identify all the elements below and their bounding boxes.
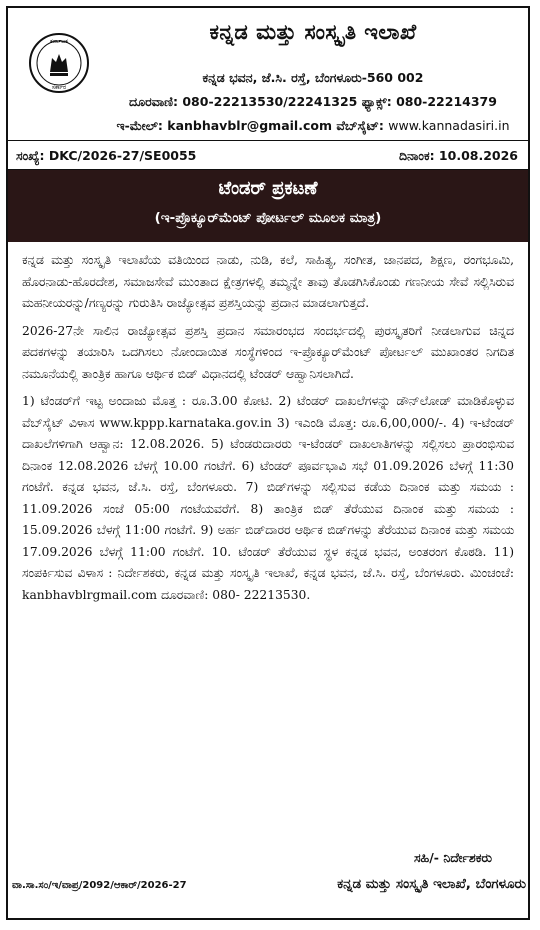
- seal-bottom-text: ಸರ್ಕಾರ: [51, 84, 67, 91]
- tender-banner: [8, 170, 528, 242]
- publication-code: ವಾ.ಸಾ.ಸಂ/ಇ/ವಾಪ್ರ/2092/ಆಕಾರ್/2026-27: [12, 880, 187, 891]
- email-label: ಇ-ಮೇಲ್: kanbhavblr@gmail.com ವೆಬ್‌ಸೈಟ್:: [116, 118, 384, 133]
- banner-title: ಟೆಂಡರ್ ಪ್ರಕಟಣೆ: [218, 178, 318, 199]
- footer-department: ಕನ್ನಡ ಮತ್ತು ಸಂಸ್ಕೃತಿ ಇಲಾಖೆ, ಬೆಂಗಳೂರು: [337, 876, 526, 892]
- notice-body: [8, 242, 528, 606]
- website-link[interactable]: www.kannadasiri.in: [388, 118, 510, 133]
- letterhead: [8, 8, 528, 141]
- department-address: ಕನ್ನಡ ಭವನ, ಜೆ.ಸಿ. ರಸ್ತೆ, ಬೆಂಗಳೂರು-560 002: [202, 70, 424, 85]
- signature: ಸಹಿ/- ನಿರ್ದೇಶಕರು: [414, 850, 492, 865]
- reference-number: ಸಂಖ್ಯೆ: DKC/2026-27/SE0055: [16, 148, 197, 163]
- seal-top-text: ಕರ್ನಾಟಕ: [50, 38, 68, 45]
- government-seal-icon: [28, 32, 90, 94]
- notice-date: ದಿನಾಂಕ: 10.08.2026: [398, 148, 518, 163]
- department-phone: ದೂರವಾಣಿ: 080-22213530/22241325 ಫ್ಯಾಕ್ಸ್: 080-22214379: [129, 94, 497, 109]
- department-email-line: [104, 118, 522, 134]
- reference-bar: [8, 141, 528, 170]
- paragraph-details: 1) ಟೆಂಡರ್‌ಗೆ ಇಟ್ಟ ಅಂದಾಜು ಮೊತ್ತ : ರೂ.3.00 ಕೋಟಿ. 2) ಟೆಂಡರ್ ದಾಖಲೆಗಳನ್ನು ಡೌನ್‌ಲೋಡ್ ಮಾಡಿಕೊಳ್ಳುವ ವೆಬ್‌ಸೈಟ್ ವಿಳಾಸ www.kppp.karnataka.gov.in 3) ಇಎಂಡಿ ಮೊತ್ತ: ರೂ.6,00,000/-. 4) ಇ-ಟೆಂಡರ್ ದಾಖಲೆಗಳಿಗಾಗಿ ಆಹ್ವಾನ: 12.08.2026. 5) ಟೆಂಡರುದಾರರು ಇ-ಟೆಂಡರ್ ದಾಖಲಾತಿಗಳನ್ನು ಸಲ್ಲಿಸಲು ಪ್ರಾರಂಭಿಸುವ ದಿನಾಂಕ 12.08.2026 ಬೆಳಗ್ಗೆ 10.00 ಗಂಟೆಗೆ. 6) ಟೆಂಡರ್ ಪೂರ್ವಭಾವಿ ಸಭೆ 01.09.2026 ಬೆಳಗ್ಗೆ 11:30 ಗಂಟೆಗೆ. ಕನ್ನಡ ಭವನ, ಜೆ.ಸಿ. ರಸ್ತೆ, ಬೆಂಗಳೂರು. 7) ಬಿಡ್‌ಗಳನ್ನು ಸಲ್ಲಿಸುವ ಕಡೆಯ ದಿನಾಂಕ ಮತ್ತು ಸಮಯ : 11.09.2026 ಸಂಜೆ 05:00 ಗಂಟೆಯವರೆಗೆ. 8) ತಾಂತ್ರಿಕ ಬಿಡ್ ತೆರೆಯುವ ದಿನಾಂಕ ಮತ್ತು ಸಮಯ : 15.09.2026 ಬೆಳಗ್ಗೆ 11:00 ಗಂಟೆಗೆ. 9) ಅರ್ಹ ಬಿಡ್‌ದಾರರ ಆರ್ಥಿಕ ಬಿಡ್‌ಗಳನ್ನು ತೆರೆಯುವ ದಿನಾಂಕ ಮತ್ತು ಸಮಯ 17.09.2026 ಬೆಳಗ್ಗೆ 11:00 ಗಂಟೆಗೆ. 10. ಟೆಂಡರ್ ತೆರೆಯುವ ಸ್ಥಳ ಕನ್ನಡ ಭವನ, ಅಂತರಂಗ ಕೊಠಡಿ. 11) ಸಂಪರ್ಕಿಸುವ ವಿಳಾಸ : ನಿರ್ದೇಶಕರು, ಕನ್ನಡ ಮತ್ತು ಸಂಸ್ಕೃತಿ ಇಲಾಖೆ, ಕನ್ನಡ ಭವನ, ಜೆ.ಸಿ. ರಸ್ತೆ, ಬೆಂಗಳೂರು. ಮಿಂಚಂಚೆ: kanbhavblrgmail.com ದೂರವಾಣಿ: 080- 22213530.: [22, 394, 514, 602]
- paragraph-intro: ಕನ್ನಡ ಮತ್ತು ಸಂಸ್ಕೃತಿ ಇಲಾಖೆಯ ವತಿಯಿಂದ ನಾಡು, ನುಡಿ, ಕಲೆ, ಸಾಹಿತ್ಯ, ಸಂಗೀತ, ಜಾನಪದ, ಶಿಕ್ಷಣ, ರಂಗಭೂಮಿ, ಹೊರನಾಡು-ಹೊರದೇಶ, ಸಮಾಜಸೇವೆ ಮುಂತಾದ ಕ್ಷೇತ್ರಗಳಲ್ಲಿ ತಮ್ಮನ್ನೇ ತಾವು ತೊಡಗಿಸಿಕೊಂಡು ಗಣನೀಯ ಸೇವೆ ಸಲ್ಲಿಸಿರುವ ಮಹನೀಯರನ್ನು/ಗಣ್ಯರನ್ನು ಗುರುತಿಸಿ ರಾಜ್ಯೋತ್ಸವ ಪ್ರಶಸ್ತಿಯನ್ನು ಪ್ರದಾನ ಮಾಡಲಾಗುತ್ತದೆ.: [22, 253, 514, 310]
- banner-subtitle: (ಇ-ಪ್ರೊಕ್ಯೂರ್‌ಮೆಂಟ್ ಪೋರ್ಟಲ್ ಮೂಲಕ ಮಾತ್ರ): [154, 210, 382, 226]
- paragraph-invitation: 2026-27ನೇ ಸಾಲಿನ ರಾಜ್ಯೋತ್ಸವ ಪ್ರಶಸ್ತಿ ಪ್ರದಾನ ಸಮಾರಂಭದ ಸಂದರ್ಭದಲ್ಲಿ ಪುರಸ್ಕೃತರಿಗೆ ನೀಡಲಾಗುವ ಚಿನ್ನದ ಪದಕಗಳನ್ನು ತಯಾರಿಸಿ ಒದಗಿಸಲು ನೋಂದಾಯಿತ ಸಂಸ್ಥೆಗಳಿಂದ ಇ-ಪ್ರೊಕ್ಯೂರ್‌ಮೆಂಟ್ ಪೋರ್ಟಲ್ ಮುಖಾಂತರ ನಿಗದಿತ ನಮೂನೆಯಲ್ಲಿ ತಾಂತ್ರಿಕ ಹಾಗೂ ಆರ್ಥಿಕ ಬಿಡ್ ವಿಧಾನದಲ್ಲಿ ಟೆಂಡರ್ ಆಹ್ವಾನಿಸಲಾಗಿದೆ.: [22, 323, 514, 381]
- notice-frame: [6, 6, 530, 920]
- department-title: ಕನ್ನಡ ಮತ್ತು ಸಂಸ್ಕೃತಿ ಇಲಾಖೆ: [209, 20, 417, 44]
